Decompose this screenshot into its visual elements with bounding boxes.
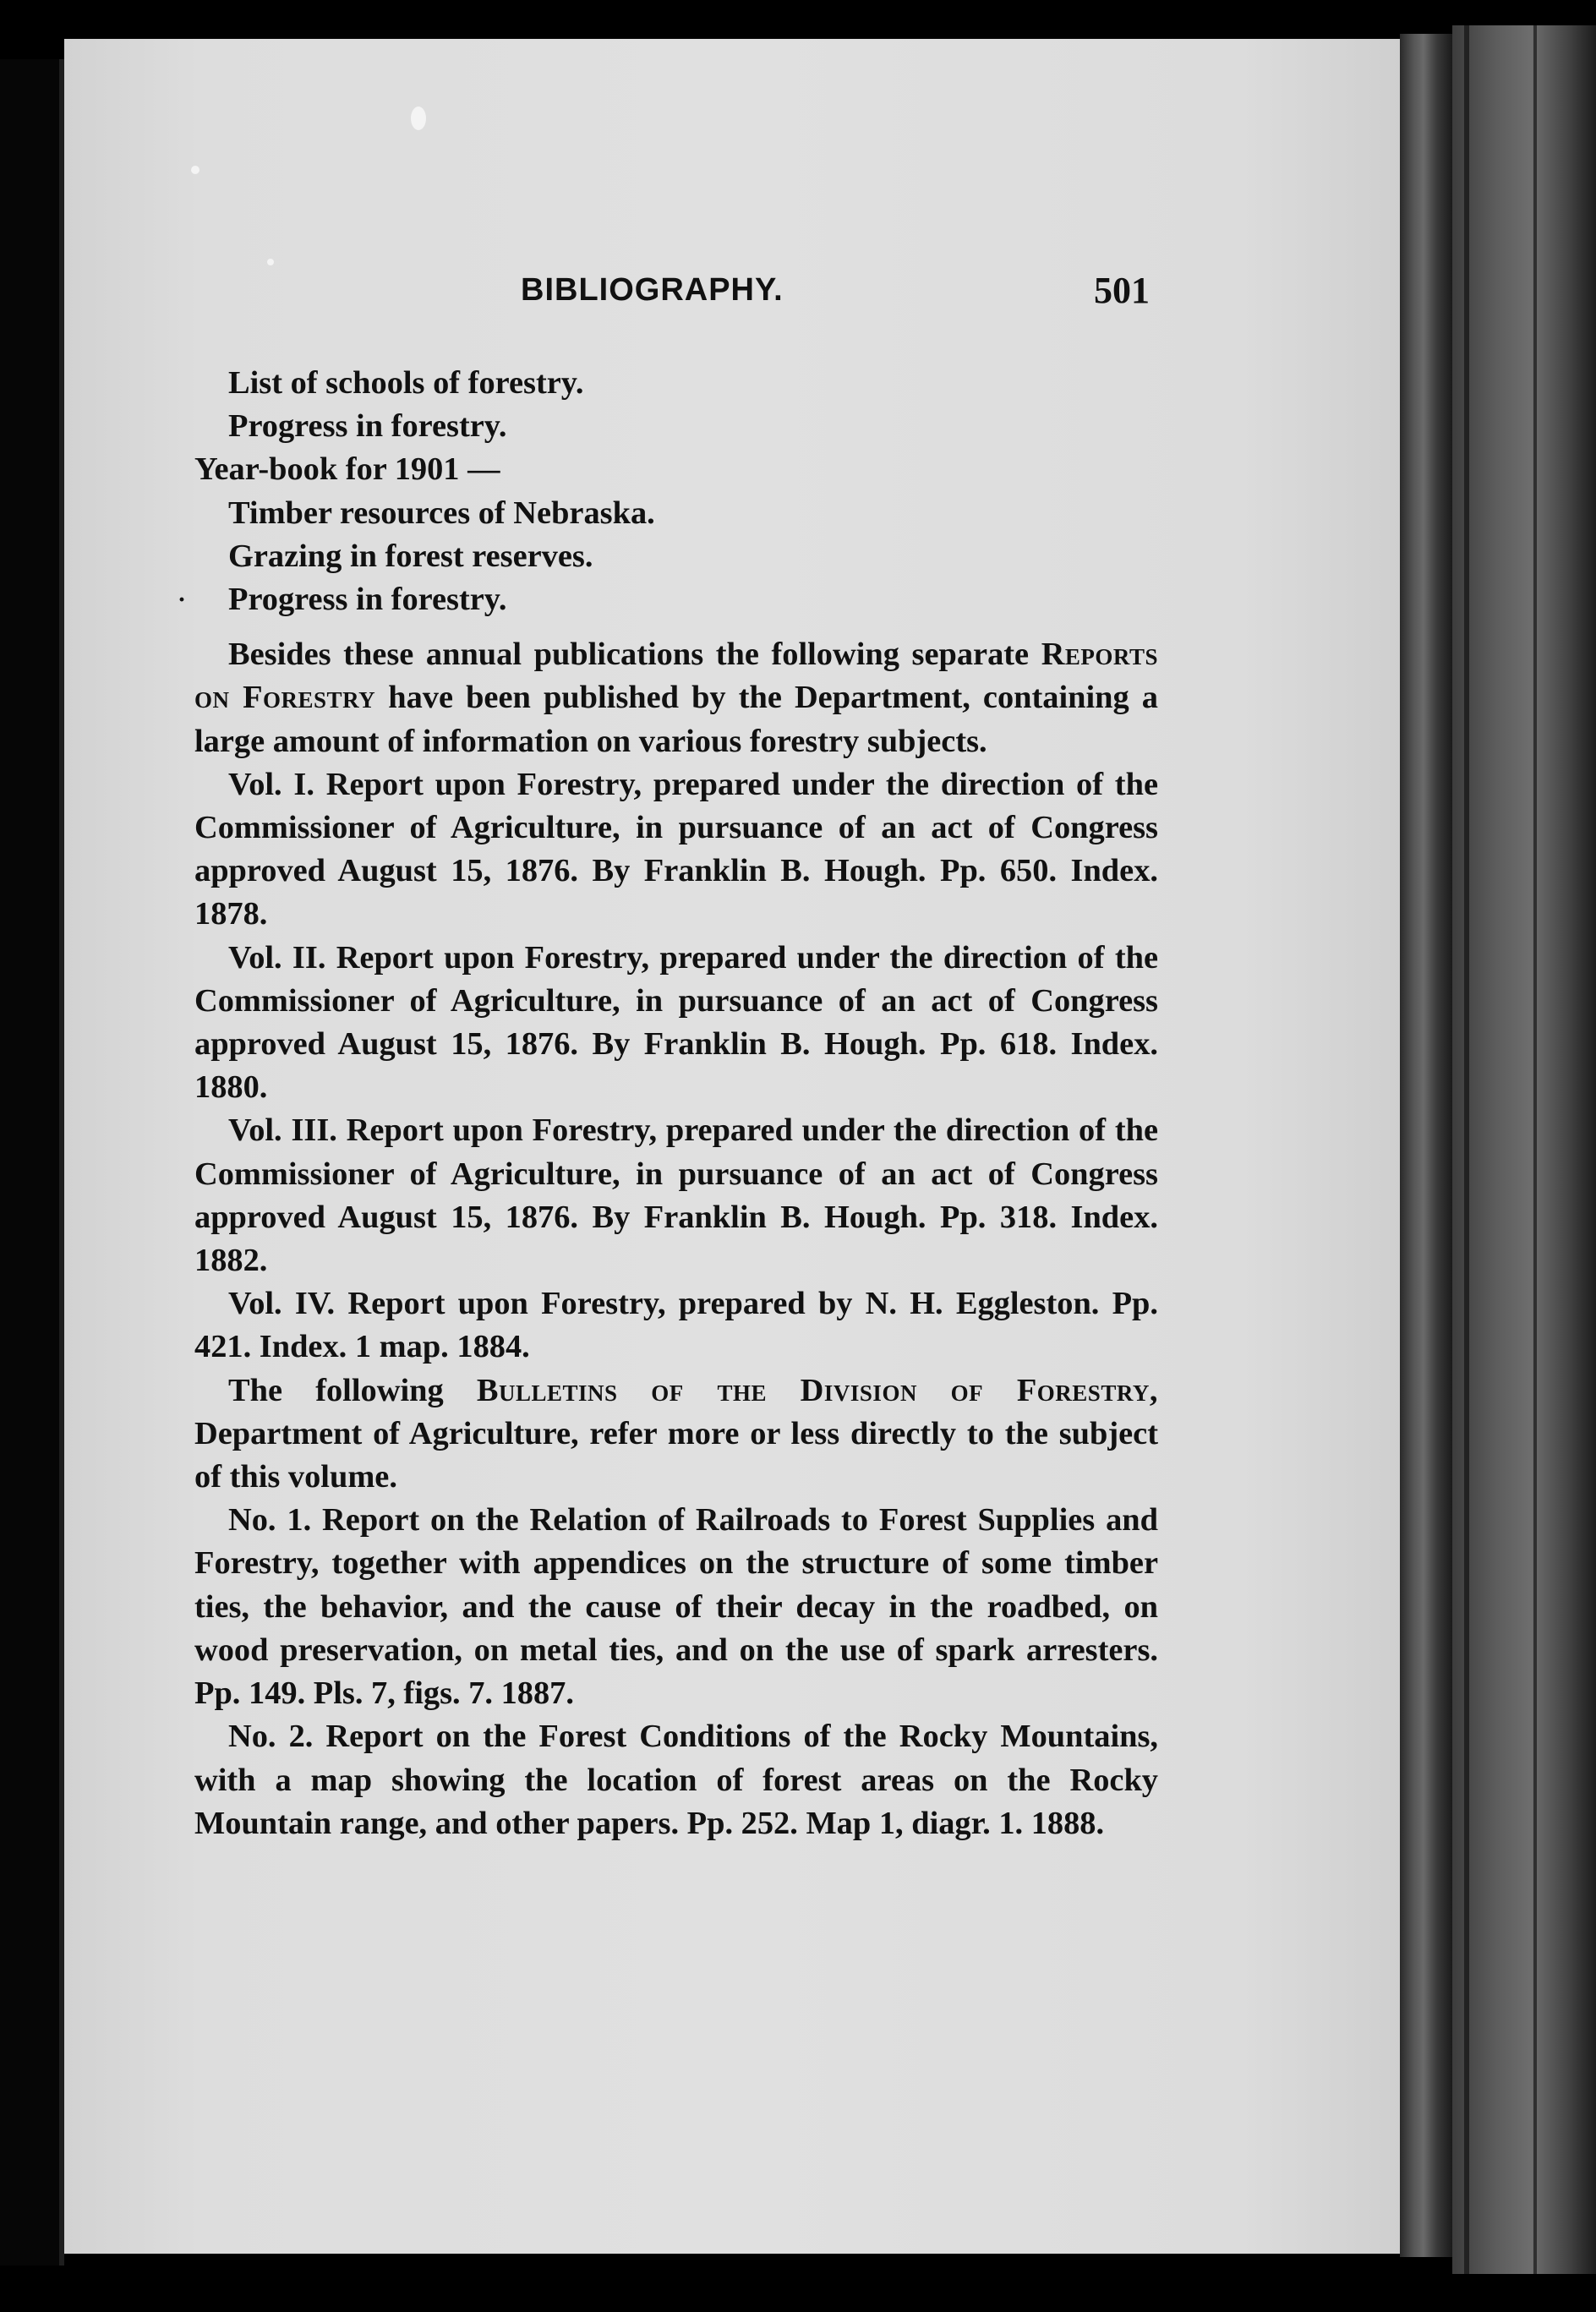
publication-list bbox=[178, 362, 1158, 621]
intro-text-before: Besides these annual publications the following separate bbox=[228, 637, 1030, 673]
list-item: Timber resources of Nebraska. bbox=[228, 495, 655, 531]
bulletins-text-after: Department of Agriculture, refer more or less directly to the subject of this volume. bbox=[194, 1415, 1158, 1495]
bulletin-entry: No. 1. Report on the Relation of Railroads to Forest Supplies and Forestry, together with appendices on the structure of some timber ties, the behavior, and the cause of their decay in the roadbed, on wood preservation, on metal ties, and on the use of spark arresters. Pp. 149. Pls. 7, figs. 7. 1887. bbox=[194, 1502, 1158, 1712]
paper-speck bbox=[191, 166, 200, 174]
volume-entry: Vol. IV. Report upon Forestry, prepared by N. H. Eggleston. Pp. 421. Index. 1 map. 1884. bbox=[194, 1286, 1158, 1365]
list-item bbox=[178, 578, 1158, 621]
list-item: Grazing in forest reserves. bbox=[228, 538, 593, 574]
bulletins-emphasis: Bulletins of the Division of Forestry, bbox=[476, 1372, 1158, 1408]
volume-entry: Vol. II. Report upon Forestry, prepared under the direction of the Commissioner of Agriculture, in pursuance of an act of Congress approved August 15, 1876. By Franklin B. Hough. Pp. 618. Index. 1880. bbox=[194, 939, 1158, 1106]
list-item: Progress in forestry. bbox=[228, 408, 507, 445]
intro-paragraph bbox=[194, 633, 1158, 763]
page-stack-edge bbox=[1452, 25, 1596, 2274]
stray-dot: · bbox=[178, 586, 187, 615]
running-title: BIBLIOGRAPHY. bbox=[521, 272, 784, 308]
bulletin-entry: No. 2. Report on the Forest Conditions of the Rocky Mountains, with a map showing the location of forest areas on the Rocky Mountain range, and other papers. Pp. 252. Map 1, diagr. 1. 1888. bbox=[194, 1719, 1158, 1841]
bulletins-text-before: The following bbox=[228, 1372, 444, 1408]
volume-entry: Vol. III. Report upon Forestry, prepared under the direction of the Commissioner of Agriculture, in pursuance of an act of Congress approved August 15, 1876. By Franklin B. Hough. Pp. 318. Index. 1882. bbox=[194, 1112, 1158, 1279]
book-gutter bbox=[1400, 34, 1452, 2257]
page-text bbox=[178, 269, 1158, 1845]
page-header bbox=[194, 269, 1158, 320]
left-page-edge bbox=[0, 59, 64, 2266]
volume-entry: Vol. I. Report upon Forestry, prepared under the direction of the Commissioner of Agriculture, in pursuance of an act of Congress approved August 15, 1876. By Franklin B. Hough. Pp. 650. Index. 1878. bbox=[194, 766, 1158, 932]
bulletins-intro-paragraph bbox=[194, 1369, 1158, 1500]
list-item: Year-book for 1901 — bbox=[194, 451, 500, 488]
page-number: 501 bbox=[1094, 270, 1150, 311]
intro-emphasis: Reports on Forestry bbox=[194, 637, 1158, 716]
list-item: List of schools of forestry. bbox=[228, 365, 584, 401]
paper-speck bbox=[267, 259, 274, 265]
list-item-text: Progress in forestry. bbox=[228, 582, 507, 618]
intro-text-after: have been published by the Department, containing a large amount of information on various forestry subjects. bbox=[194, 680, 1158, 759]
paper-speck bbox=[411, 107, 426, 130]
